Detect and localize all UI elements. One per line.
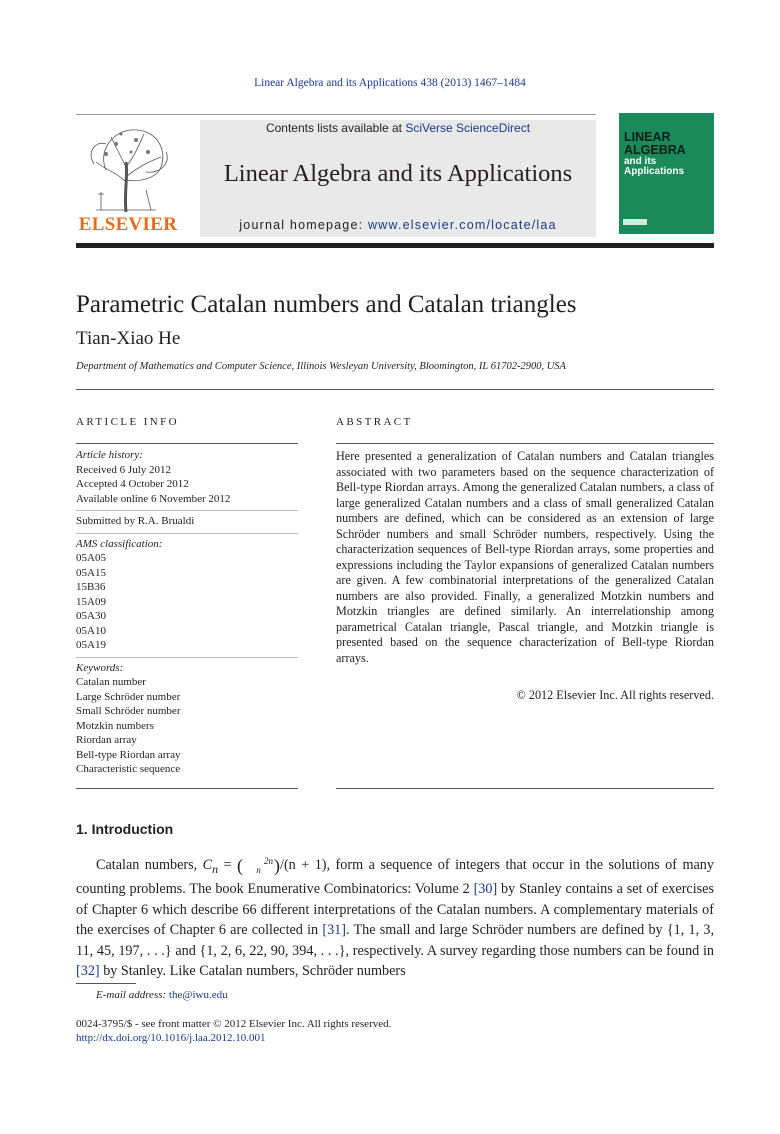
- divider: [336, 788, 714, 789]
- article-title: Parametric Catalan numbers and Catalan triangles: [76, 291, 577, 318]
- abstract-text: Here presented a generalization of Catalan numbers and Catalan triangles associated with two parameters based on the sequence characterization of Bell-type Riordan arrays. Among the generalized Catalan numbers, a class of large generalized Catalan numbers and a class of small generalized Catalan numbers are defined, which can be considered as an extension of large Schröder numbers and small Schröder numbers, respectively. Using the characterization sequences of Bell-type Riordan arrays, some properties and expressions including the Taylor expansions of generalized Catalan numbers are given. A few combinatorial interpretations of the generalized Catalan numbers are also provided. Finally, a generalized Motzkin numbers and Motzkin triangles are defined similarly. An interrelationship among parametrical Catalan triangle, Pascal triangle, and Motzkin triangle is presented based on the sequence characterization of Bell-type Riordan arrays.: [336, 449, 714, 665]
- author-name: Tian-Xiao He: [76, 328, 181, 349]
- section-heading: 1. Introduction: [76, 821, 174, 837]
- cover-line: and its: [624, 156, 657, 167]
- contents-line: [200, 121, 596, 135]
- cover-line: Applications: [624, 166, 685, 177]
- formula-subscript: n: [212, 861, 219, 876]
- copyright-notice: © 2012 Elsevier Inc. All rights reserved.: [516, 688, 714, 702]
- email-footnote: [96, 989, 228, 1001]
- article-history: [76, 448, 298, 777]
- binom-top: 2n: [264, 855, 273, 866]
- history-label: Article history:: [76, 449, 143, 461]
- header-divider: [76, 114, 596, 115]
- divider: [76, 443, 298, 444]
- text-run: . The small and large Schröder numbers are defined by {1, 1, 3, 11, 45, 197, . . .} and {1, 2, 6, 22, 90, 394, . . .}, respectively. A survey regarding those numbers can be found in: [76, 922, 714, 959]
- formula-rest: /(n + 1): [280, 857, 327, 873]
- keyword: Small Schröder number: [76, 705, 181, 717]
- binomial: [243, 857, 274, 875]
- history-item: Available online 6 November 2012: [76, 492, 231, 505]
- citation-link[interactable]: [30]: [473, 881, 498, 898]
- divider: [76, 788, 298, 789]
- divider: [76, 389, 714, 390]
- abstract-label: ABSTRACT: [336, 416, 413, 428]
- contents-prefix: Contents lists available at: [265, 121, 406, 135]
- cover-title: [624, 131, 712, 177]
- journal-title: Linear Algebra and its Applications: [223, 160, 573, 187]
- ams-code: 05A10: [76, 624, 106, 637]
- formula-eq: =: [218, 857, 237, 873]
- ams-code: 15A09: [76, 595, 106, 608]
- divider: [76, 510, 298, 511]
- cover-line: ALGEBRA: [624, 143, 686, 157]
- text-run: by Stanley. Like Catalan numbers, Schröder numbers: [99, 963, 406, 980]
- keyword: Catalan number: [76, 676, 146, 688]
- keyword: Riordan array: [76, 734, 137, 746]
- email-label: E-mail address:: [96, 989, 169, 1001]
- keyword: Bell-type Riordan array: [76, 748, 181, 761]
- history-item: Accepted 4 October 2012: [76, 478, 189, 490]
- history-item: Received 6 July 2012: [76, 463, 172, 476]
- ams-code: 05A19: [76, 639, 106, 651]
- author-affiliation: Department of Mathematics and Computer Science, Illinois Wesleyan University, Bloomington, IL 61702-2900, USA: [76, 361, 566, 372]
- homepage-line: [200, 218, 596, 232]
- submitted-by: Submitted by R.A. Brualdi: [76, 515, 195, 527]
- article-info-label: ARTICLE INFO: [76, 416, 179, 428]
- ams-code: 15B36: [76, 581, 106, 593]
- keyword: Characteristic sequence: [76, 763, 181, 775]
- text-run: , form a sequence of integers that occur in the solutions of many counting problems. The book Enumerative Combinatorics: Volume 2: [76, 857, 714, 898]
- keyword: Motzkin numbers: [76, 719, 154, 732]
- ams-label: AMS classification:: [76, 537, 163, 550]
- divider: [76, 657, 298, 658]
- keywords-label: Keywords:: [76, 661, 124, 674]
- ams-code: 05A15: [76, 566, 106, 579]
- homepage-link[interactable]: www.elsevier.com/locate/laa: [367, 218, 557, 232]
- formula-symbol: C: [202, 857, 213, 873]
- header-thick-rule: [76, 243, 714, 248]
- homepage-prefix: journal homepage:: [239, 218, 368, 232]
- citation-link[interactable]: [32]: [76, 963, 100, 980]
- journal-reference[interactable]: Linear Algebra and its Applications 438 (2013) 1467–1484: [254, 77, 526, 89]
- divider: [336, 443, 714, 444]
- cover-strip: [623, 219, 647, 225]
- email-link[interactable]: the@iwu.edu: [168, 989, 228, 1001]
- sciencedirect-link[interactable]: SciVerse ScienceDirect: [405, 121, 531, 135]
- intro-paragraph: Catalan numbers, $C_n$ = ( 2n n )/(n + 1), form a sequence of integers that occur in the solutions of many counting problems. The book Enumerative Combinatorics: Volume 2 [30] by Stanley contains a set of exercises of Chapter 6 which describe 66 different interpretations of the Catalan numbers. A complementary materials of the exercises of Chapter 6 are collected in [31]. The small and large Schröder numbers are defined by {1, 1, 3, 11, 45, 197, . . .} and {1, 2, 6, 22, 90, 394, . . .}, respectively. A survey regarding those numbers can be found in [32] by Stanley. Like Catalan numbers, Schröder numbers: [76, 855, 714, 980]
- text-run: by Stanley contains a set of exercises of Chapter 6 which describe 66 different interpretations of the Catalan numbers. A complementary materials of the exercises of Chapter 6 are collected in: [76, 881, 714, 939]
- ams-code: 05A30: [76, 610, 106, 622]
- keyword: Large Schröder number: [76, 690, 181, 703]
- divider: [76, 533, 298, 534]
- issn-line: 0024-3795/$ - see front matter © 2012 Elsevier Inc. All rights reserved.: [76, 1018, 392, 1030]
- elsevier-wordmark: ELSEVIER: [78, 214, 178, 235]
- cover-line: LINEAR: [624, 130, 671, 144]
- citation-link[interactable]: [31]: [322, 922, 346, 939]
- binom-bottom: n: [256, 864, 261, 875]
- doi-link[interactable]: http://dx.doi.org/10.1016/j.laa.2012.10.001: [76, 1032, 266, 1044]
- ams-code: 05A05: [76, 552, 106, 564]
- text-run: Catalan numbers,: [96, 857, 203, 873]
- footnote-rule: [76, 983, 136, 984]
